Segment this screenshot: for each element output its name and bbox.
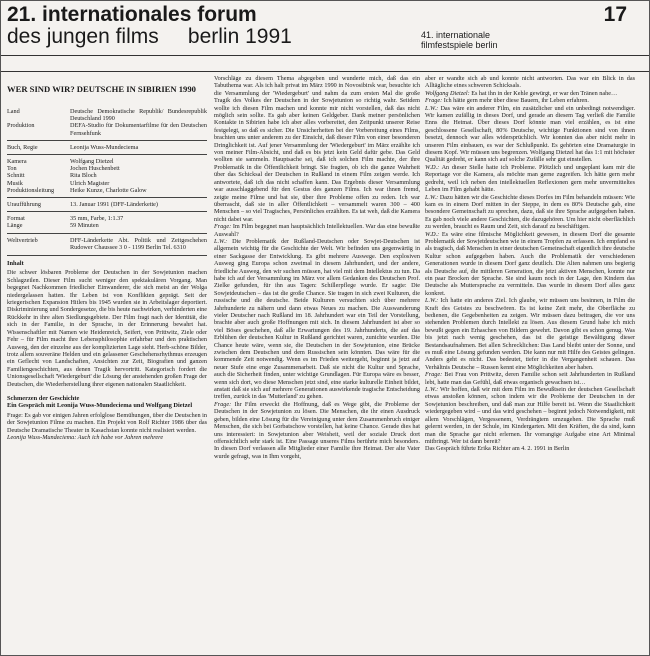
credit-row bbox=[7, 144, 207, 151]
schmerzen-heading: Schmerzen der Geschichte bbox=[7, 394, 80, 402]
credit-row bbox=[7, 180, 207, 187]
credit-key: Kamera bbox=[7, 158, 27, 166]
column-3-paragraph: Wolfgang Dietzel: Es hat ihn in der Kehle gewürgt, er war den Tränen nahe… bbox=[425, 89, 618, 97]
credit-value: DEFA-Studio für Dokumentarfilme für den Deutschen Fernsehfunk bbox=[70, 122, 207, 137]
column-2-paragraph: L.W.: Die Problematik der Rußland-Deutschen oder Sowjet-Deutschen ist allgemein wichtig für die Geschichte der Welt. Wir befinden uns gegenwärtig in einer Sackgasse der Entwicklung. Es gibt mehrere Auswege. Den explosiven Ausweg ging Europa schon zweimal in diesem Jahrhundert, und der andere, friedliche Ausweg, den wir suchen müssen, hat viel mit dem Intellektus zu tun. Da habe ich auf der Versammlung im März vor allem Gedanken des Deutschen Prof. Zielke gefunden, für ihn aus Tagen: Schillerpflege wurde. Er sagte: Die Sowjetdeutschen – das ist die große Chance. Sie tragen in sich zwei Kulturen, die russische und die deutsche. Beide Kulturen versuchten sich über mehrere Jahrhunderte zu nähern und dann etwas Neues zu machen. Die Auswanderung vieler Deutscher nach Rußland im 18. Jahrhundert war ein Teil der Vorstellung, brachte aber auch große Hoffnungen mit sich. In diesem Jahrhundert ist aber so viel Böses geschehen, daß alle Erwartungen des 19. Jahrhunderts, die auf das Erblühen der deutschen Kultur in Rußland gerichtet waren, zunichte wurden. Die Chance heute wäre, wenn sie, die Deutschen in der Sowjetunion, eine Brücke zwischen dem Deutschen und dem Russischen sein könnten. Das wäre für die kommende Zeit notwendig. Wenn es im Frieden weitergeht, beginnt ja jetzt auf neuer Stufe eine enge Zusammenarbeit. Daß sie nicht die Kultur und Sprache, auch die Sicherheit finden, unter wichtige Grundlagen. Für Europa wäre es besser, wenn sich dort, wo diese Menschen jetzt sind, eine starke kulturelle Einheit bildet, anstatt daß sie sich auf mehrere Generationen auswirkende tragische Entscheidung treffen, zurück in das 'Mutterland' zu gehen. bbox=[214, 237, 420, 401]
film-title: WER SIND WIR? DEUTSCHE IN SIBIRIEN 1990 bbox=[7, 84, 196, 94]
inhalt-text: Die schwer lösbaren Probleme der Deutschen in der Sowjetunion machen Schlagzeilen. Dieser Film sucht weniger den spektakulären Vorgang. Man begegnet Nachkommen friedlicher Einwanderer, die sich meist an der Wolga niedergelassen hatten. Ihr Leben ist von Konflikten geprägt. Seit der kriegerischen Expansion Hitlers bis 1945 wurden sie in Arbeitslager deportiert. Diskriminierung und Sondergesetze, die bis heute nachwirken, verhinderten eine Rückkehr in ihre alten Siedlungsgebiete. Der Film fragt nach der Identität, die sich in der Familie, in der Sprache, in der Erinnerung bewahrt hat. Wissenschaftler mit Namen wie Heidenreich, Seifert, von Prittwitz, Ziele oder Fehr – für Film macht ihre Lebensphilosophie erfahrbar und den praktischen Ausweg, den der einzelne aus der komplizierten Lage sieht. Herb-schöne Bilder, trotz allem souveräne Helden und ein gelassener Geschehensrhythmus erzeugen ein Geflecht von Landschaften, Ansichten zur Zeit, Biografien und ganzen Familiengeschichten, aus denen Tragik hervortritt. Kategorisch fordert die Unionsgesellschaft 'Wiedergeburt' die Lösung der anstehenden großen Frage der Deutschen, die Wiederherstellung ihrer eigenen nationalen Staatlichkeit. bbox=[7, 269, 207, 388]
column-3-paragraph: Das Gespräch führte Erika Richter am 4. 2. 1991 in Berlin bbox=[425, 445, 570, 453]
credit-key: Format bbox=[7, 215, 25, 223]
column-1 bbox=[7, 75, 207, 441]
credit-row bbox=[7, 108, 207, 122]
credit-value: Heike Kunze, Charlotte Galow bbox=[70, 186, 147, 194]
column-3-text bbox=[425, 75, 635, 453]
festival-line-1: 41. internationale bbox=[421, 30, 491, 40]
credit-row bbox=[7, 215, 207, 222]
col1-answer: Leonija Wuss-Mundeciema: Auch ich habe vor Jahren mehrere bbox=[7, 433, 164, 441]
column-3 bbox=[425, 75, 635, 453]
credit-key: Uraufführung bbox=[7, 201, 41, 209]
schmerzen-subheading: Ein Gespräch mit Leonija Wuss-Mundeciema und Wolfgang Dietzel bbox=[7, 402, 193, 410]
column-3-paragraph: L.W.: Dazu hätten wir die Geschichte dieses Dorfes im Film behandeln müssen: Wie kam es in einem Dorf mitten in der Steppe, in dem es 80% Deutsche gab, eine besondere Gemeinschaft zu sprechen, dazu, daß sie ihre Sprache aufgegeben haben. Es gab noch viele andere Geschichten, die dazugehören. Um hier nicht oberflächlich zu werden, braucht es Raum und Zeit, sich darauf zu beschäftigen. bbox=[425, 193, 635, 231]
column-3-paragraph: aber er wandte sich ab und konnte nicht antworten. Das war ein Blick in das Alltägliche eines schweren Schicksals. bbox=[425, 75, 635, 90]
credit-value: Jochen Huschenbett bbox=[70, 165, 120, 173]
header-rule-bottom bbox=[1, 71, 649, 72]
credit-row bbox=[7, 172, 207, 179]
credit-key: Länge bbox=[7, 222, 23, 230]
column-3-paragraph: L.W.: Ich hatte ein anderes Ziel. Ich glaube, wir müssen uns besinnen, in Film die Kraft des Geistes zu beschwören. Es ist keine Zeit mehr, die Oberfläche zu bedienen, die Gegebenheiten zu zeigen. Wir müssen dazu beitragen, die vor uns stehenden Problemen durch Intellekt zu lösen. Aus diesem Grund habe ich mich bewußt gegen ein Erhaschen von Bildern gewehrt. Davon gibt es schon genug. Was bis jetzt nach wenig geschehen, das ist die geistige Bewältigung dieser Bestandsaufnahmen. Bei allen Schrecklichen: Das Land bleibt unter der Sonne, und es muß eine Lösung gefunden werden. Die kann nur mit Hilfe des Geistes gelingen. Anders geht es nicht. Das bedeutet, tiefer in die Vergangenheit schauen. Das Verhältnis Deutsche – Russen kennt eine Möglichkeiten aber haben. bbox=[425, 297, 635, 371]
credit-row bbox=[7, 222, 207, 229]
credit-value: DFF-Länderkette Abt. Politik und Zeitgeschehen Rudower Chaussee 3 0 - 1199 Berlin Tel. 6310 bbox=[70, 236, 207, 251]
col1-frage: Frage: Es gab vor einigen Jahren erfolglose Bemühungen, über die Deutschen in der Sowjetunion Filme zu machen. Ein Projekt von Rolf Richter 1986 über das Deutsche Dramatische Theater in Kasachstan konnte nicht realisiert werden. bbox=[7, 411, 207, 434]
credit-value: Rita Bloch bbox=[70, 172, 97, 180]
forum-title: 21. internationales forum bbox=[7, 3, 257, 26]
credit-key: Produktionsleitung bbox=[7, 186, 55, 194]
credit-key: Buch, Regie bbox=[7, 143, 38, 151]
credit-value: Leonija Wuss-Mundeciema bbox=[70, 143, 139, 151]
column-2-text bbox=[214, 75, 420, 460]
column-3-paragraph: W.D.: Es wäre eine filmische Möglichkeit gewesen, in diesem Dorf die gesamte Problematik der Sowjetdeutschen wie in einem Tropfen zu erfassen. Ich empfand es als tragisch, daß Menschen in einer deutschen Gemeinschaft eigentlich ihre deutsche Kultur schon aufgegeben haben. Auch die Problematik der verschiedenen Generationen wurde in diesem Dorf ganz deutlich. Die Alten nahmen uns begierig als Deutsche auf, die mittleren Generation, die jetzt aktiven Menschen, konnte nur ein paar Brocken der Sprache. Sie sind kaum noch in der Lage, den Kindern das Deutsche als Muttersprache zu vermitteln. Das wurde in diesem Dorf alles ganz konkret. bbox=[425, 230, 635, 297]
credit-key: Weltvertrieb bbox=[7, 236, 38, 244]
column-3-paragraph: Frage: Ich hätte gern mehr über diese Bauern, ihr Leben erfahren. bbox=[425, 97, 589, 105]
credits-table bbox=[7, 108, 207, 251]
column-3-paragraph: L.W.: Das wäre ein anderer Film, ein zusätzlicher und ein unbedingt notwendiger. Wir kamen zufällig in dieses Dorf, und gerade an diesem Tag verließ die Familie Enns die Heimat. Über dieses Dorf könnte man viel erzählen, es ist eine geschlossene Gesellschaft, 80% Deutsche, wichtige Funktionen sind von ihnen besetzt, dennoch war alles widersprüchlich. Wir konnten das aber nicht mehr in unseren Film einbauen, es war der Schlußpunkt. Es gehörten eine Dramaturgie in diesem Kopf. Wir müssen uns begrenzen. Wolfgang Dietzel hat das 1:1 mit höchster Qualität gedreht, er kann sich auf solche Zufälle sehr gut einstellen. bbox=[425, 104, 635, 164]
column-2-paragraph: Frage: Im Film begegnet man hauptsächlich Intellektuellen. War das eine bewußte Auswahl? bbox=[214, 223, 420, 238]
credit-row bbox=[7, 122, 207, 136]
divider bbox=[7, 255, 207, 256]
credit-value: Wolfgang Dietzel bbox=[70, 158, 114, 166]
credit-value: Ulrich Magister bbox=[70, 179, 110, 187]
column-2 bbox=[214, 75, 420, 460]
credit-row bbox=[7, 158, 207, 165]
festival-line-2: filmfestspiele berlin bbox=[421, 40, 498, 50]
credit-value: 59 Minuten bbox=[70, 222, 99, 230]
column-2-paragraph: Vorschläge zu diesem Thema abgegeben und wunderte mich, daß das ein Tabuthema war. Als ich halt privat im März 1990 in Novosibirsk war, besuchte ich die Versammlung der 'Wiedergeburt' und nahm da zum ersten Mal die große Tragik des Volkes der Deutschen in der Sowjetunion so richtig wahr. Seitdem wollte ich diesen Film machen und konnte mir nicht vorstellen, daß das nicht möglich sein sollte. Es gab aber keinen Geldgeber. Dank meiner persönlichen Kontakte in Sibirien habe ich aber alles vorbereitet, den Zeitpunkt unserer Reise festgelegt, so daß es sicher. Die Unsicherheiten bei der Vorbereitung eines Films, brachten uns unter anderem zu der Einsicht, daß dieser Film von einer besonderen Dringlichkeit ist. Auf jener Versammlung der 'Wiedergeburt' im März erzählte ich von meiner Film-Absicht, und daß es bis jetzt kein Geld dafür gebe. Das Geld wollten sie sammeln. Hauptsache sei, daß ich solchen Film machte, der ihre Problematik in die Öffentlichkeit bringt. Sie fragten, ob ich die ganze Wahrheit über das Schicksal der Deutschen in Rußland in einem Film zeigen werde. Ich antwortete, daß ich das nicht schaffen kann. Das Ergebnis dieser Versammlung war ausschlaggebend für den Gestus des ganzen Films. Ich war ihnen fremd, zeigte meine Filme und bat sie, über ihre Probleme offen zu reden. Ich war überrascht, daß sie in aller Öffentlichkeit – versammelt waren 300 – 400 Menschen – so viel Tragisches, Persönliches erzählten. Es tat weh, daß die Kamera nicht dabei war. bbox=[214, 75, 420, 223]
credit-key: Musik bbox=[7, 179, 23, 187]
page-number: 17 bbox=[603, 3, 627, 26]
credit-row bbox=[7, 187, 207, 194]
column-3-paragraph: L.W.: Wir hoffen, daß wir mit dem Film im Bewußtsein der deutschen Gesellschaft etwas anstoßen können, schon indem wir die Probleme der Deutschen in der Sowjetunion beschreiben, und daß man zur Hilfe bereit ist. Wenn die Staatlichkeit wiedergegeben wird – und das wird geschehen – beginnt jedoch Notwendigkeit, mit allem Vorschlägen, Vergessenem, Verdrängtem umzugehen. Die Sprache muß gelernt werden, in der Schule, im Kindergarten. Mit den Kräften, die da sind, kann man die Sprache gar nicht erlernen. Ihr vorrangige Aufgabe eine Art Minimal mitbringt. Wer ist dann bereit? bbox=[425, 386, 635, 445]
credit-value: 13. Januar 1991 (DFF-Länderkette) bbox=[70, 201, 158, 209]
credit-value: 35 mm, Farbe, 1:1.37 bbox=[70, 215, 124, 223]
credit-value: Deutsche Demokratische Republik/ Bundesrepublik Deutschland 1990 bbox=[70, 108, 207, 123]
column-2-paragraph: Frage: Ihr Film erweckt die Hoffnung, daß es Wege gibt, die Probleme der Deutschen in der Sowjetunion zu lösen. Die Menschen, die ihr einen Ausdruck geben, bilden eine Lösung für die Vereinigung unter dem Zusammenbruch einiger Menschen, die sich bei Gorbatschow vorstellen, hat keine Chance. Gerade dies hat uns interessiert: in Sowjetunion aber Weisheit, weil der soziale Druck dort offensichtlich sehr stark ist. Eine Passage unseres Films berührte mich besonders. In diesen Dorf verlassen alle Mitglieder einer Familie ihre Heimat. Der alte Vater wurde gefragt, was in Ihm vorgeht, bbox=[214, 400, 420, 460]
page-header bbox=[1, 1, 649, 73]
credit-row bbox=[7, 237, 207, 251]
credit-key: Produktion bbox=[7, 122, 35, 130]
credit-row bbox=[7, 201, 207, 208]
credit-key: Land bbox=[7, 108, 20, 115]
forum-subtitle: des jungen films berlin 1991 bbox=[7, 25, 292, 48]
credit-row bbox=[7, 165, 207, 172]
festival-label bbox=[421, 30, 498, 50]
credit-key: Ton bbox=[7, 165, 17, 173]
credit-key: Schnitt bbox=[7, 172, 25, 180]
header-rule bbox=[1, 55, 649, 56]
column-3-paragraph: W.D.: An dieser Stelle hatte ich Probleme. Plötzlich und ungeplant kam mir die Reportage vor die Kamera, als möchte man gerne zugreifen. Ich hätte gern mehr gedreht, weil ich neben den intellektuellen Reflexionen gern mehr unvermitteltes Leben im Film gehabt hätte. bbox=[425, 163, 635, 194]
column-3-paragraph: Frage: Bei Frau von Prittwitz, deren Familie schon seit Jahrhunderten in Rußland lebt, hatte man das Gefühl, daß etwas organisch gewachsen ist… bbox=[425, 371, 635, 386]
inhalt-heading: Inhalt bbox=[7, 260, 24, 268]
